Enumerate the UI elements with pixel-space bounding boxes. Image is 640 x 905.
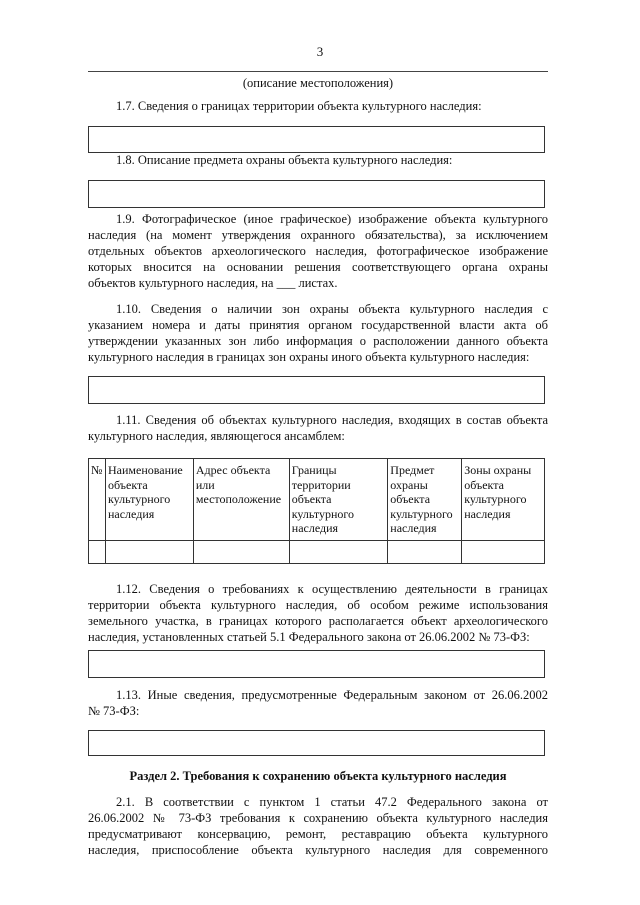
- location-caption: (описание местоположения): [242, 76, 394, 90]
- section-1-10-line: указанием номера и даты принятия органом государственной власти акта об: [88, 318, 548, 332]
- section-1-9-line: наследия (на момент утверждения охранного обязательства), за исключением: [88, 228, 548, 242]
- other-info-field[interactable]: [88, 730, 545, 756]
- section-1-10-line: 1.10. Сведения о наличии зон охраны объекта культурного наследия с: [116, 302, 548, 316]
- table-cell[interactable]: [89, 540, 106, 563]
- location-underline: [88, 71, 548, 72]
- table-header-cell: Адрес объекта или местоположение: [193, 459, 289, 541]
- section-2-1-line: предусматривают консервацию, ремонт, реставрацию объекта культурного: [88, 827, 548, 841]
- table-cell[interactable]: [289, 540, 388, 563]
- table-header-row: [89, 459, 545, 541]
- section-1-10-line: культурного наследия в границах зон охраны иного объекта культурного наследия:: [88, 350, 530, 364]
- section-2-1-line: 2.1. В соответствии с пунктом 1 статьи 47.2 Федерального закона от: [116, 795, 548, 809]
- territory-boundaries-field[interactable]: [88, 126, 545, 153]
- table-header-cell: Зоны охраны объекта культурного наследия: [462, 459, 545, 541]
- table-header-cell: Предмет охраны объекта культурного наследия: [388, 459, 462, 541]
- section-1-12-line: 1.12. Сведения о требованиях к осуществлению деятельности в границах: [116, 582, 548, 596]
- section-1-11-line: культурного наследия, являющегося ансамблем:: [88, 429, 345, 443]
- section-1-10-line: утверждении указанных зон либо информация о расположении данного объекта: [88, 334, 548, 348]
- section-1-12-line: наследия, установленных статьей 5.1 Федерального закона от 26.06.2002 № 73-ФЗ:: [88, 630, 530, 644]
- table-row: [89, 540, 545, 563]
- section-1-9-line: отдельных объектов археологического наследия, фотографическое изображение: [88, 244, 548, 258]
- section-1-12-line: территории объекта культурного наследия, об особом режиме использования: [88, 598, 548, 612]
- activity-requirements-field[interactable]: [88, 650, 545, 678]
- table-header-cell: Наименование объекта культурного наследия: [105, 459, 193, 541]
- table-cell[interactable]: [388, 540, 462, 563]
- protection-zones-field[interactable]: [88, 376, 545, 404]
- table-cell[interactable]: [462, 540, 545, 563]
- ensemble-objects-table: [88, 458, 545, 564]
- table-cell[interactable]: [105, 540, 193, 563]
- section-1-9-line: 1.9. Фотографическое (иное графическое) изображение объекта культурного: [116, 212, 548, 226]
- section-1-12-line: земельного участка, в границах которого располагается объект археологического: [88, 614, 548, 628]
- section-2-heading: Раздел 2. Требования к сохранению объекта культурного наследия: [129, 769, 507, 783]
- section-1-9-line: объектов культурного наследия, на ___ листах.: [88, 276, 338, 290]
- section-2-1-line: 26.06.2002 № 73-ФЗ требования к сохранению объекта культурного наследия: [88, 811, 548, 825]
- section-1-11-line: 1.11. Сведения об объектах культурного наследия, входящих в состав объекта: [116, 413, 548, 427]
- table-cell[interactable]: [193, 540, 289, 563]
- table-header-cell: №: [89, 459, 106, 541]
- page-number: 3: [316, 44, 324, 59]
- table-header-cell: Границы территории объекта культурного наследия: [289, 459, 388, 541]
- section-1-13-line: 1.13. Иные сведения, предусмотренные Федеральным законом от 26.06.2002: [116, 688, 548, 702]
- protection-subject-field[interactable]: [88, 180, 545, 208]
- section-1-9-line: которых вносится на основании решения соответствующего органа охраны: [88, 260, 548, 274]
- section-1-8-label: 1.8. Описание предмета охраны объекта культурного наследия:: [116, 153, 453, 167]
- section-1-13-line: № 73-ФЗ:: [88, 704, 140, 718]
- section-2-1-line: наследия, приспособление объекта культурного наследия для современного: [88, 843, 548, 857]
- section-1-7-label: 1.7. Сведения о границах территории объекта культурного наследия:: [116, 99, 482, 113]
